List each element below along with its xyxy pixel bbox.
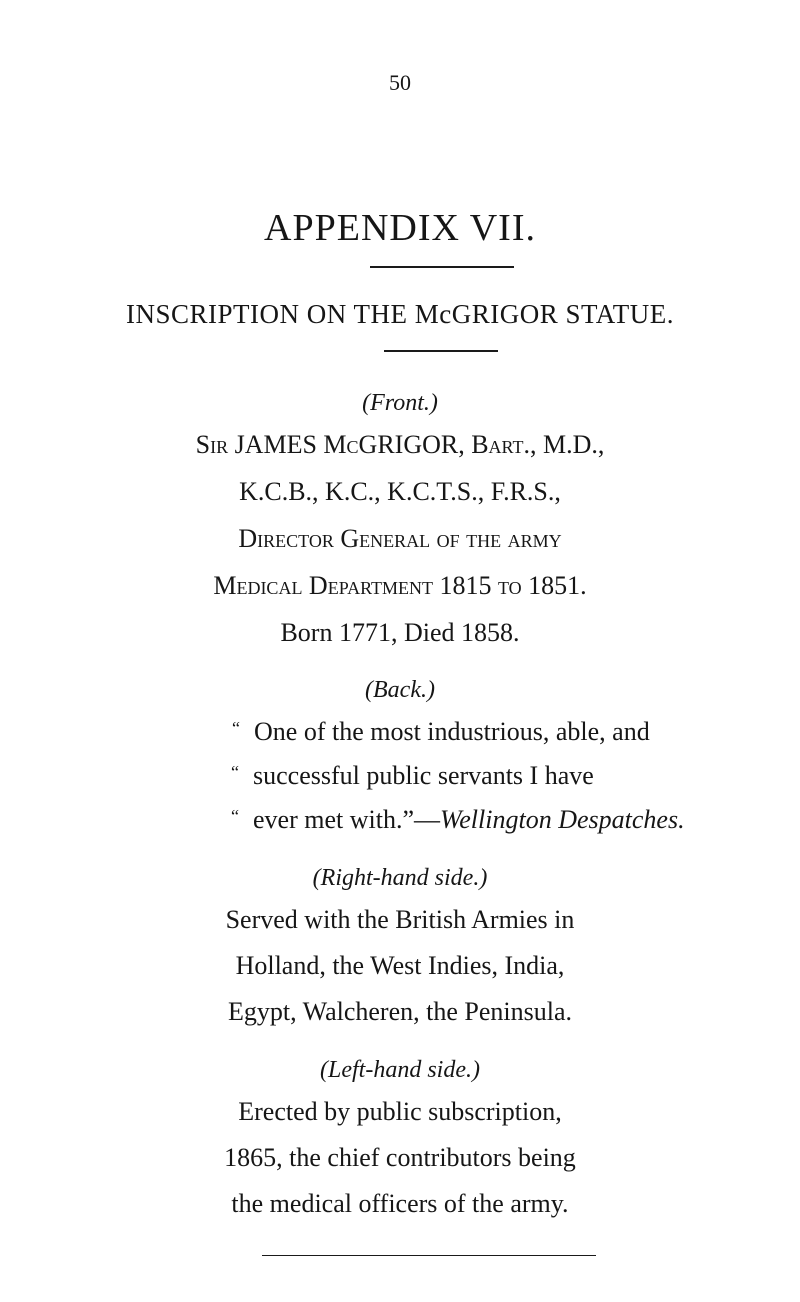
front-line: Born 1771, Died 1858. (280, 618, 520, 647)
appendix-title: APPENDIX VII. (264, 207, 536, 249)
front-line: Director General of the army (238, 524, 562, 553)
quote-mark: “ (232, 718, 240, 738)
back-quote-line (232, 717, 650, 747)
left-side-label: (Left-hand side.) (320, 1057, 480, 1083)
inscription-title: INSCRIPTION ON THE McGRIGOR STATUE. (125, 299, 675, 329)
page-number: 50 (389, 70, 411, 95)
front-line: K.C.B., K.C., K.C.T.S., F.R.S., (239, 477, 561, 506)
back-quote-text: successful public servants I have (253, 761, 594, 790)
right-side-line: Served with the British Armies in (225, 905, 575, 934)
section-rule (384, 350, 498, 352)
left-side-line: Erected by public subscription, (238, 1097, 562, 1126)
front-line: Medical Department 1815 to 1851. (213, 571, 587, 600)
back-label: (Back.) (365, 677, 435, 703)
back-quote-line (231, 805, 685, 835)
title-rule (370, 266, 514, 268)
quote-source: Wellington Despatches. (440, 805, 685, 834)
left-side-line: 1865, the chief contributors being (224, 1143, 576, 1172)
front-label: (Front.) (362, 390, 438, 416)
right-side-line: Egypt, Walcheren, the Peninsula. (227, 997, 572, 1026)
back-quote-text: ever met with.”— (253, 805, 440, 834)
front-line: Sir JAMES McGRIGOR, Bart., M.D., (195, 430, 605, 459)
back-quote-text: One of the most industrious, able, and (254, 717, 650, 746)
left-side-line: the medical officers of the army. (231, 1189, 569, 1218)
back-quote-line (231, 761, 594, 791)
right-side-label: (Right-hand side.) (312, 865, 488, 891)
end-rule (262, 1255, 596, 1256)
quote-mark: “ (231, 762, 239, 782)
right-side-line: Holland, the West Indies, India, (235, 951, 565, 980)
quote-mark: “ (231, 806, 239, 826)
